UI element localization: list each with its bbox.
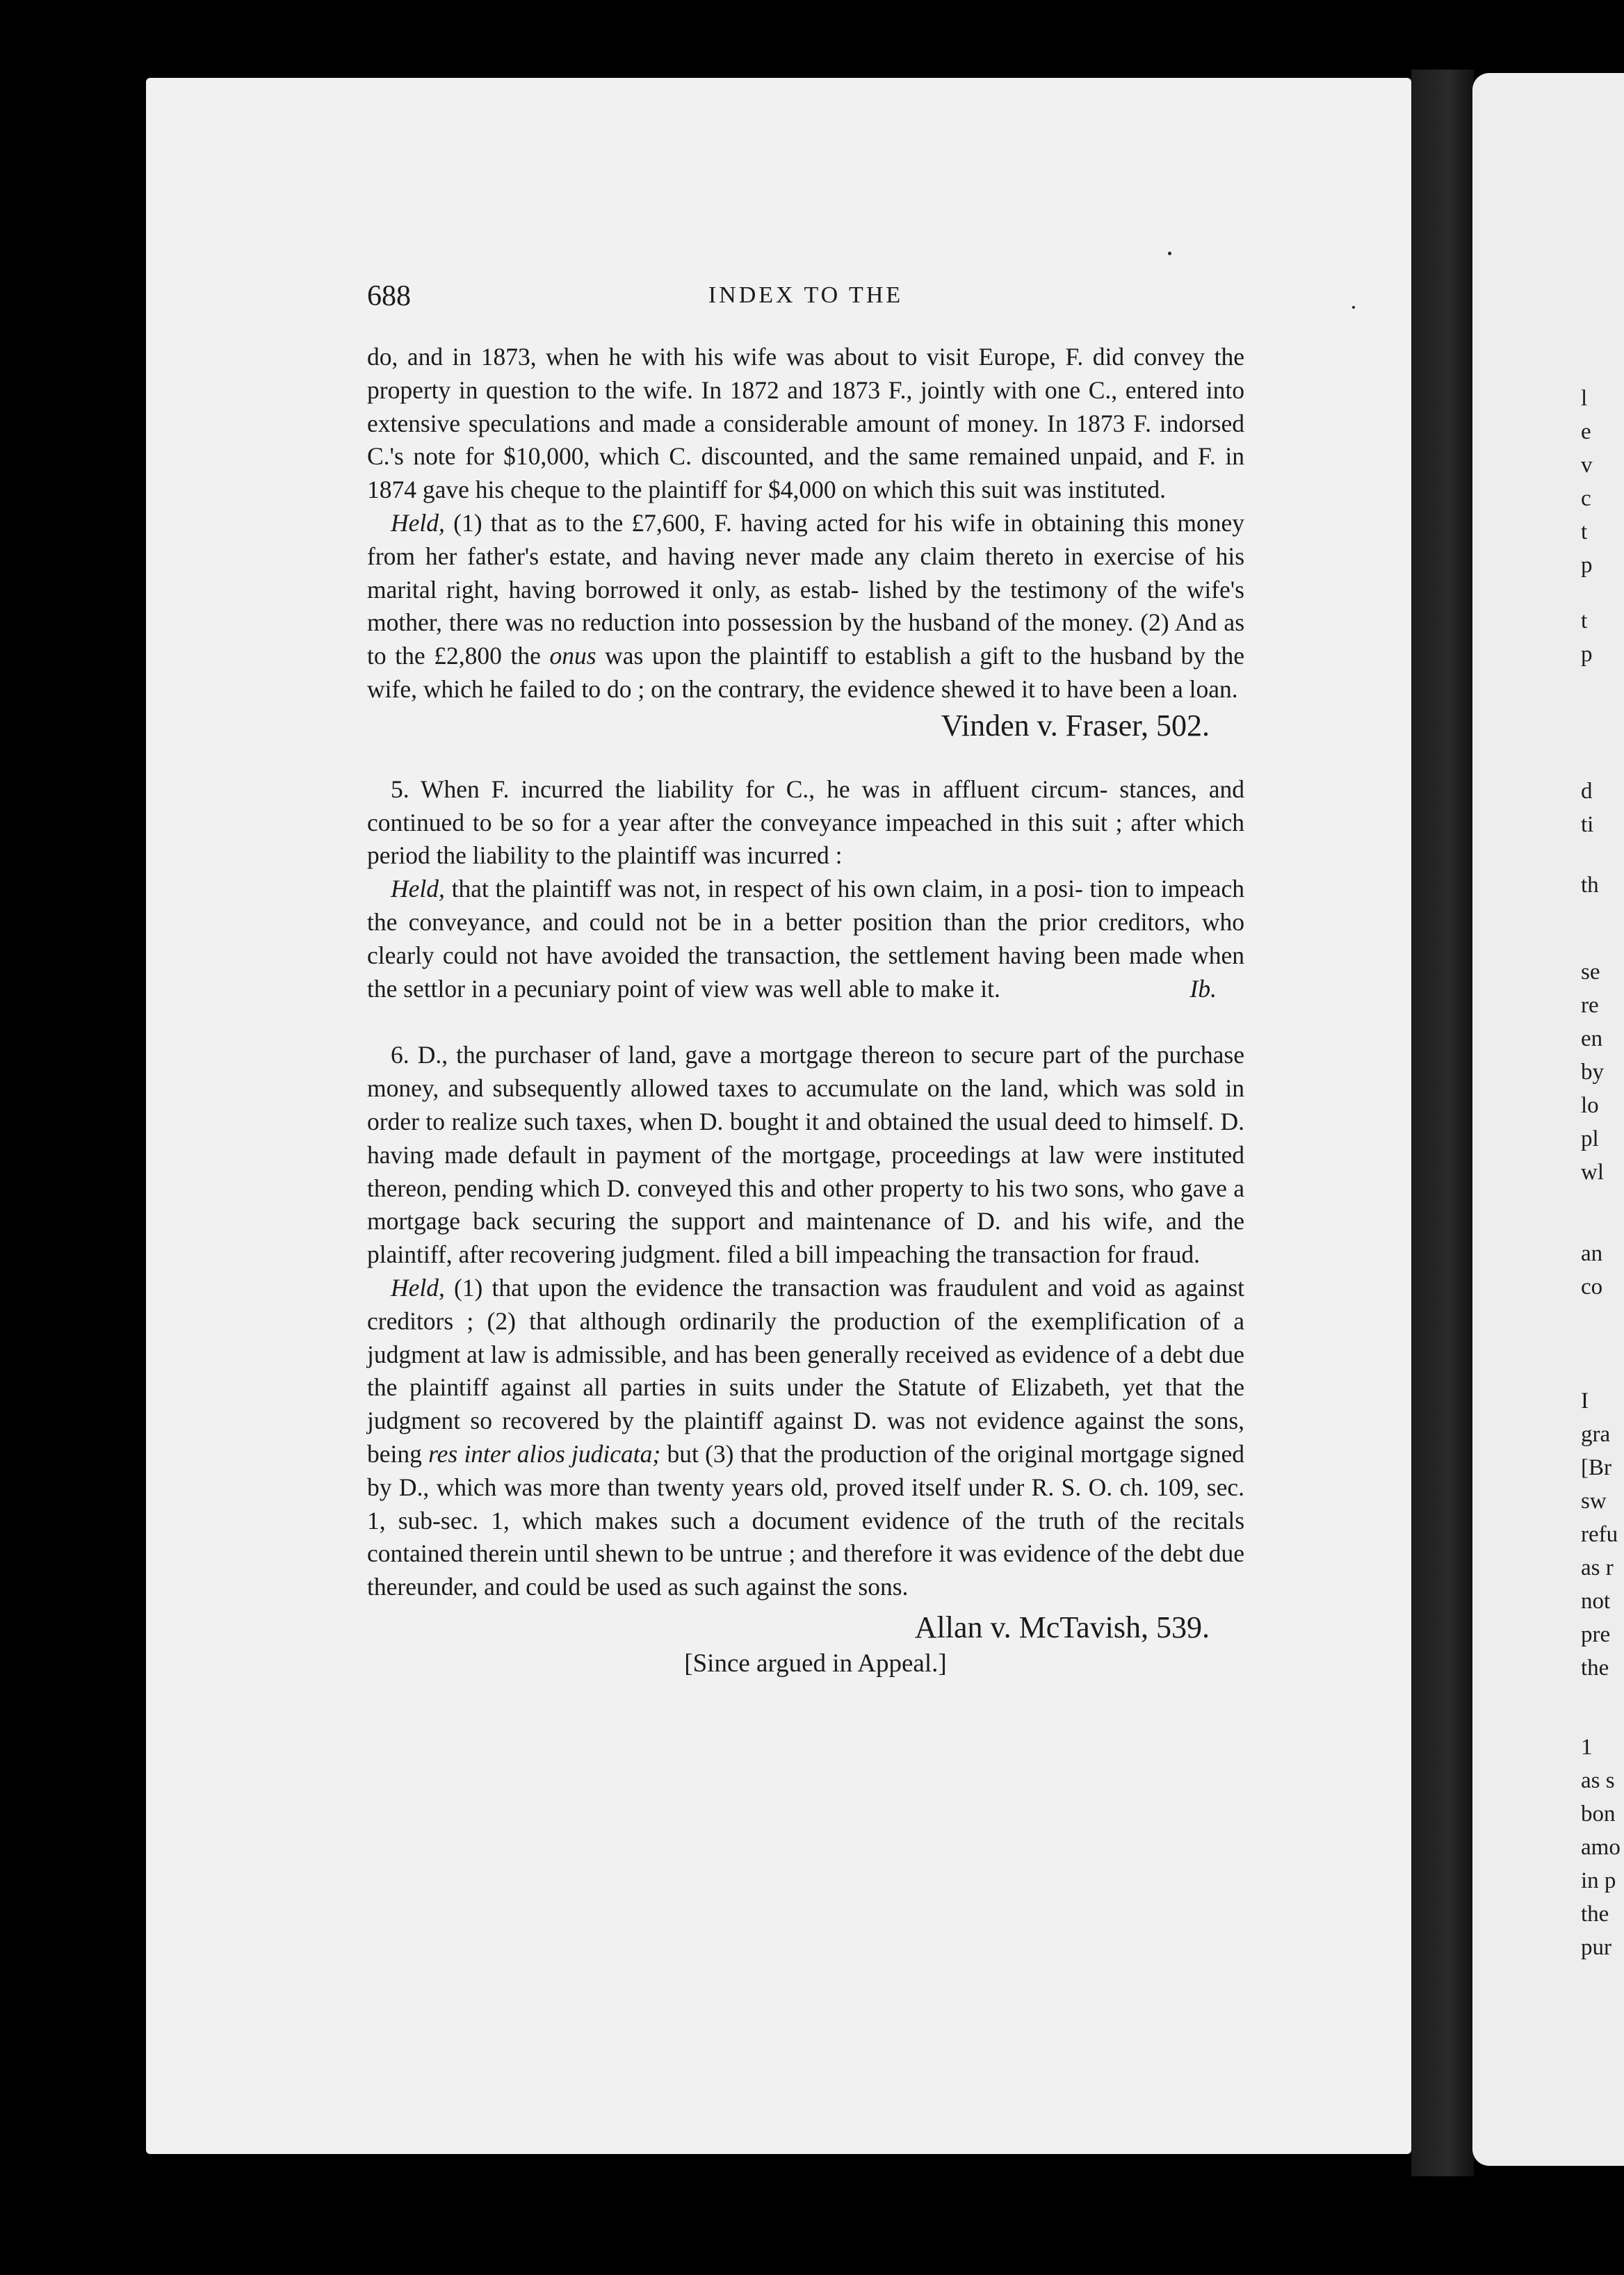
facing-text-fragment: t bbox=[1581, 519, 1588, 544]
text-line: truth of the recitals contained therein until shewn to be untrue ; and bbox=[367, 1506, 1245, 1568]
text-line: discounted, and the same remained unpaid, and F. in 1874 gave his bbox=[367, 442, 1244, 504]
text-line: ch. 109, sec. 1, sub-sec. 1, which makes such a document evidence of the bbox=[367, 1473, 1245, 1535]
case-citation: Allan v. McTavish, 539. bbox=[914, 1610, 1210, 1644]
latin-term: judicata; bbox=[571, 1439, 661, 1468]
facing-text-fragment: en bbox=[1581, 1026, 1603, 1051]
facing-text-fragment: the bbox=[1581, 1655, 1609, 1681]
text-line: exemplification of a judgment at law is admissible, and has been generally bbox=[367, 1306, 1245, 1368]
latin-term: res inter alios bbox=[428, 1439, 565, 1468]
text-line: the transaction for fraud. bbox=[956, 1240, 1201, 1269]
spacer bbox=[367, 745, 1244, 773]
text-line: that the plaintiff was not, in respect of his own claim, in a posi- bbox=[444, 875, 1083, 903]
text-line: lished by the testimony of the wife's mother, there was no reduction into bbox=[367, 575, 1244, 637]
held-paragraph bbox=[367, 873, 1244, 1005]
text-line: land, which was sold in order to realize such taxes, when D. bought it bbox=[367, 1074, 1244, 1135]
text-line: (1) that as to the £7,600, F. having acted for his wife in obtaining bbox=[444, 508, 1125, 537]
text-line: possession by the husband of the money. (2) And as to the £2,800 the bbox=[367, 608, 1245, 670]
text-line: (1) that upon the evidence the transaction was fraudulent and void bbox=[444, 1273, 1136, 1302]
text-line: the prior creditors, who clearly could not have avoided the transaction, bbox=[367, 907, 1245, 969]
facing-text-fragment: ti bbox=[1581, 812, 1594, 837]
text-line: as against creditors ; (2) that although ordinarily the production of the bbox=[367, 1273, 1245, 1335]
held-paragraph bbox=[367, 1272, 1244, 1604]
facing-text-fragment: d bbox=[1581, 779, 1593, 804]
text-line: as such against the sons. bbox=[667, 1573, 909, 1601]
page-number: 688 bbox=[367, 280, 411, 312]
text-line: D., which was more than twenty years old, proved itself under R. S. O. bbox=[398, 1473, 1113, 1501]
held-paragraph bbox=[367, 507, 1244, 706]
text-line: and obtained the usual deed to himself. D. having made default in bbox=[367, 1107, 1245, 1169]
text-line: wife, and the plaintiff, after recovering judgment. filed a bill impeaching bbox=[367, 1207, 1244, 1269]
facing-text-fragment: by bbox=[1581, 1060, 1604, 1085]
facing-text-fragment: p bbox=[1581, 553, 1593, 578]
text-line: under the Statute of Elizabeth, yet that the judgment so recovered by the bbox=[367, 1373, 1244, 1435]
text-line: stances, and continued to be so for a year after the conveyance impeached bbox=[367, 775, 1244, 836]
facing-text-fragment: e bbox=[1581, 419, 1591, 444]
held-label: Held, bbox=[391, 1273, 445, 1302]
text-line: payment of the mortgage, proceedings at law were instituted thereon, bbox=[367, 1140, 1245, 1202]
text-line: therefore it was evidence of the debt due thereunder, and could be used bbox=[367, 1539, 1244, 1601]
facing-text-fragment: l bbox=[1581, 386, 1588, 411]
facing-text-fragment: I bbox=[1581, 1389, 1589, 1414]
spacer bbox=[367, 1005, 1244, 1039]
appeal-note: [Since argued in Appeal.] bbox=[684, 1649, 947, 1678]
text-line: 6. D., the purchaser of land, gave a mortgage thereon to secure part of bbox=[391, 1041, 1110, 1069]
ibid-citation: Ib. bbox=[1189, 974, 1217, 1003]
text-line: gave a mortgage back securing the support and maintenance of D. and his bbox=[367, 1174, 1244, 1236]
facing-text-fragment: as s bbox=[1581, 1768, 1615, 1793]
facing-text-fragment: co bbox=[1581, 1274, 1603, 1300]
facing-text-fragment: sw bbox=[1581, 1489, 1607, 1514]
facing-text-fragment: re bbox=[1581, 993, 1599, 1018]
facing-text-fragment: c bbox=[1581, 486, 1591, 511]
latin-term: onus bbox=[549, 642, 596, 670]
facing-page bbox=[1472, 73, 1624, 2166]
held-label: Held, bbox=[391, 875, 445, 903]
scan-speck bbox=[1352, 306, 1355, 309]
facing-text-fragment: pl bbox=[1581, 1126, 1599, 1151]
facing-text-fragment: an bbox=[1581, 1241, 1603, 1266]
facing-text-fragment: in p bbox=[1581, 1868, 1616, 1893]
text-line: convey the property in question to the wife. In 1872 and 1873 F., jointly bbox=[367, 343, 1245, 404]
text-line: cheque to the plaintiff for $4,000 on which this suit was instituted. bbox=[510, 476, 1166, 504]
case-citation: Vinden v. Fraser, 502. bbox=[941, 708, 1210, 743]
facing-text-fragment: amo bbox=[1581, 1835, 1621, 1860]
facing-text-fragment: as r bbox=[1581, 1555, 1614, 1580]
scan-speck bbox=[1168, 252, 1171, 255]
text-line: received as evidence of a debt due the plaintiff against all parties in suits bbox=[367, 1340, 1245, 1402]
facing-text-fragment: gra bbox=[1581, 1422, 1611, 1447]
facing-text-fragment: p bbox=[1581, 642, 1593, 667]
text-line: the settlement having been made when the settlor in a pecuniary point of bbox=[367, 941, 1244, 1003]
page-header bbox=[367, 280, 1244, 314]
text-line: view was well able to make it. bbox=[701, 974, 1000, 1003]
text-line: thereto in exercise of his marital right, having borrowed it only, as estab- bbox=[367, 542, 1245, 604]
facing-text-fragment: th bbox=[1581, 873, 1599, 898]
facing-text-fragment: [Br bbox=[1581, 1455, 1611, 1480]
facing-text-fragment: pur bbox=[1581, 1935, 1611, 1960]
text-line: but (3) that the production of the original mortgage signed by bbox=[367, 1439, 1244, 1501]
text-line: with one C., entered into extensive speculations and made a considerable bbox=[367, 375, 1245, 437]
page-gutter bbox=[1411, 70, 1474, 2176]
facing-text-fragment: wl bbox=[1581, 1160, 1604, 1185]
held-label: Held, bbox=[391, 508, 445, 537]
text-line: do, and in 1873, when he with his wife was about to visit Europe, F. did bbox=[367, 343, 1125, 371]
page-body bbox=[367, 341, 1244, 1681]
text-line: tion to impeach the conveyance, and could not be in a better position than bbox=[367, 875, 1244, 936]
facing-text-fragment: not bbox=[1581, 1589, 1611, 1614]
running-head: INDEX TO THE bbox=[708, 282, 904, 308]
text-line: this money from her father's estate, and having never made any claim bbox=[367, 508, 1244, 570]
facing-text-fragment: refu bbox=[1581, 1522, 1618, 1547]
facing-text-fragment: lo bbox=[1581, 1093, 1599, 1118]
facing-text-fragment: t bbox=[1581, 608, 1588, 633]
text-line: the purchase money, and subsequently allowed taxes to accumulate on the bbox=[367, 1041, 1244, 1103]
text-line: 5. When F. incurred the liability for C., he was in affluent circum- bbox=[391, 775, 1108, 803]
numbered-paragraph-5 bbox=[367, 773, 1244, 873]
paragraph-continued bbox=[367, 341, 1244, 507]
text-line: which he failed to do ; on the contrary, the evidence shewed it to have bbox=[423, 674, 1114, 703]
numbered-paragraph-6 bbox=[367, 1039, 1244, 1272]
text-line: amount of money. In 1873 F. indorsed C.'s note for $10,000, which C. bbox=[367, 409, 1244, 471]
facing-text-fragment: pre bbox=[1581, 1622, 1611, 1647]
text-line: pending which D. conveyed this and other property to his two sons, who bbox=[453, 1174, 1174, 1202]
text-line: been a loan. bbox=[1119, 674, 1238, 703]
facing-text-fragment: the bbox=[1581, 1902, 1609, 1927]
text-line: in this suit ; after which period the liability to the plaintiff was incurred : bbox=[367, 808, 1244, 870]
facing-text-fragment: bon bbox=[1581, 1802, 1616, 1827]
facing-text-fragment: 1 bbox=[1581, 1735, 1593, 1760]
text-line: was upon the plaintiff to establish a gift to the husband by the wife, bbox=[367, 642, 1244, 703]
facing-text-fragment: v bbox=[1581, 453, 1593, 478]
facing-text-fragment: se bbox=[1581, 960, 1600, 985]
text-line: plaintiff against D. was not evidence against the sons, being bbox=[367, 1407, 1245, 1468]
